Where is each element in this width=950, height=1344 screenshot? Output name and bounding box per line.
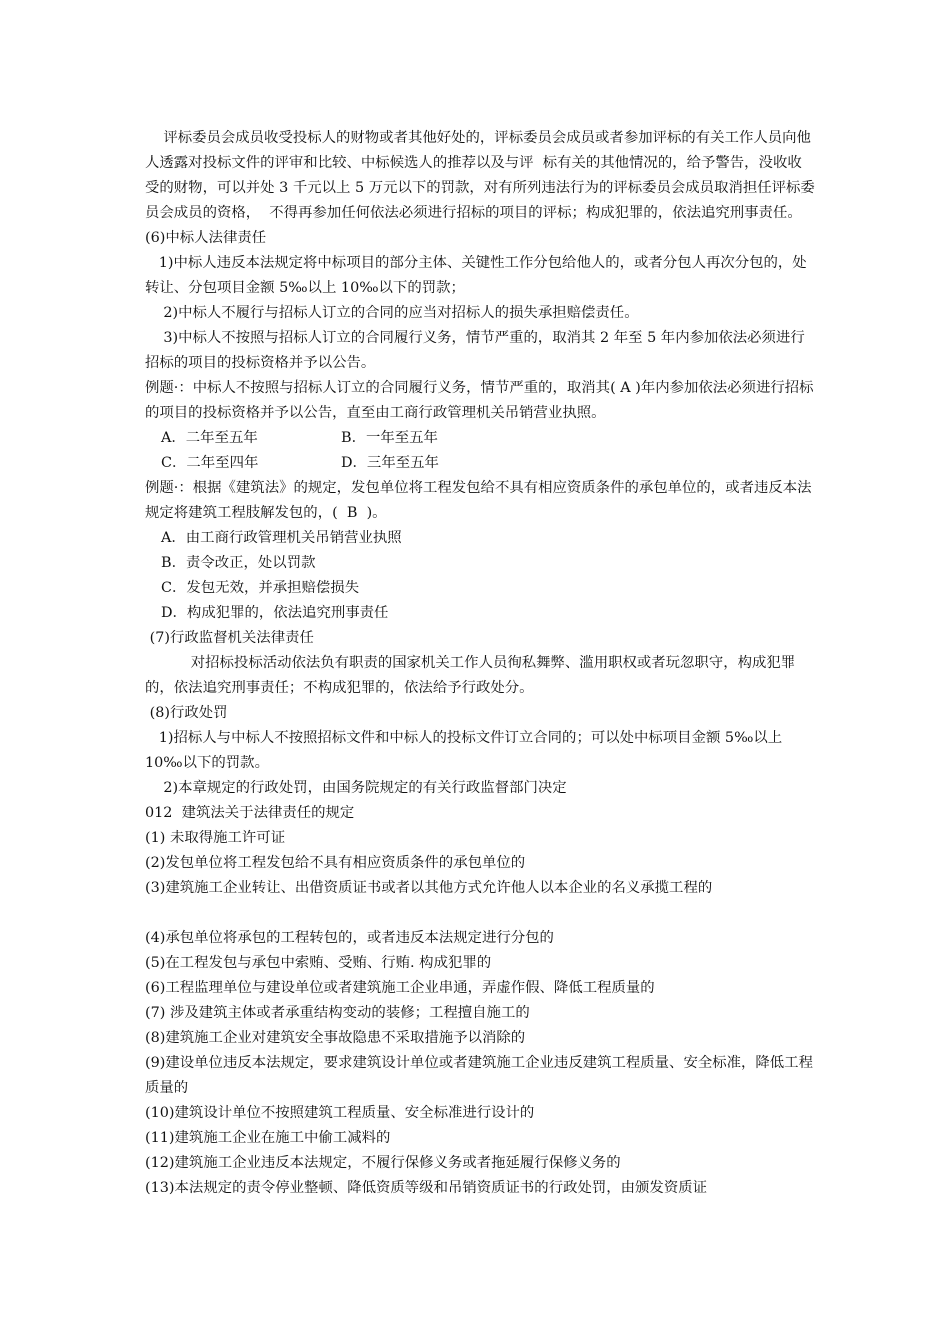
example-2-option-b	[145, 551, 815, 576]
item-8-1: 1)招标人与中标人不按照招标文件和中标人的投标文件订立合同的；可以处中标项目金额 5‰以上 10‰以下的罚款。	[145, 730, 787, 771]
example-2-option-c	[145, 576, 815, 601]
list-item-7: (7) 涉及建筑主体或者承重结构变动的装修；工程擅自施工的	[145, 1005, 530, 1021]
example-2-option-d	[145, 601, 815, 626]
list-item-11: (11)建筑施工企业在施工中偷工减料的	[145, 1130, 391, 1146]
list-item-12: (12)建筑施工企业违反本法规定，不履行保修义务或者拖延履行保修义务的	[145, 1155, 621, 1171]
list-item-13: (13)本法规定的责令停业整顿、降低资质等级和吊销资质证书的行政处罚，由颁发资质证	[145, 1180, 707, 1196]
list-item-6: (6)工程监理单位与建设单位或者建筑施工企业串通，弄虚作假、降低工程质量的	[145, 980, 655, 996]
list-item-5: (5)在工程发包与承包中索贿、受贿、行贿. 构成犯罪的	[145, 955, 492, 971]
item-8-2: 2)本章规定的行政处罚，由国务院规定的有关行政监督部门决定	[145, 780, 567, 796]
heading-administrative-penalty: (8)行政处罚	[145, 705, 228, 721]
heading-construction-law: 012 建筑法关于法律责任的规定	[145, 805, 355, 821]
example-question-2: 例题·：根据《建筑法》的规定，发包单位将工程发包给不具有相应资质条件的承包单位的，或者违反本法规定将建筑工程肢解发包的，( B )。	[145, 480, 812, 521]
option-a: A．由工商行政管理机关吊销营业执照	[161, 530, 402, 546]
list-item-10: (10)建筑设计单位不按照建筑工程质量、安全标准进行设计的	[145, 1105, 535, 1121]
blank-line	[145, 901, 815, 926]
item-6-2: 2)中标人不履行与招标人订立的合同的应当对招标人的损失承担赔偿责任。	[145, 305, 639, 321]
heading-winning-bidder-liability: (6)中标人法律责任	[145, 230, 267, 246]
paragraph-evaluation-committee: 评标委员会成员收受投标人的财物或者其他好处的，评标委员会成员或者参加评标的有关工作人员向他人透露对投标文件的评审和比较、中标候选人的推荐以及与评 标有关的其他情况的，给予警告，没收收受的财物，可以并处 3 千元以上 5 万元以下的罚款，对有所列违法行为的评标委员会成员取消担任评标委员会成员的资格， 不得再参加任何依法必须进行招标的项目的评标；构成犯罪的，依法追究刑事责任。	[145, 130, 815, 221]
heading-supervisory-liability: (7)行政监督机关法律责任	[145, 630, 314, 646]
option-d: D．三年至五年	[341, 455, 439, 471]
option-d: D．构成犯罪的，依法追究刑事责任	[161, 605, 389, 621]
list-item-2: (2)发包单位将工程发包给不具有相应资质条件的承包单位的	[145, 855, 526, 871]
list-item-8: (8)建筑施工企业对建筑安全事故隐患不采取措施予以消除的	[145, 1030, 526, 1046]
item-6-1: 1)中标人违反本法规定将中标项目的部分主体、关键性工作分包给他人的，或者分包人再次分包的，处转让、分包项目金额 5‰以上 10‰以下的罚款；	[145, 255, 807, 296]
example-1-options-row-1	[145, 426, 815, 451]
paragraph-supervisory: 对招标投标活动依法负有职责的国家机关工作人员徇私舞弊、滥用职权或者玩忽职守，构成犯罪的，依法追究刑事责任；不构成犯罪的，依法给予行政处分。	[145, 655, 796, 696]
example-2-option-a	[145, 526, 815, 551]
list-item-4: (4)承包单位将承包的工程转包的，或者违反本法规定进行分包的	[145, 930, 554, 946]
option-b: B．一年至五年	[341, 430, 438, 446]
option-c: C．二年至四年	[161, 455, 259, 471]
list-item-1: (1) 未取得施工许可证	[145, 830, 286, 846]
document-page	[145, 126, 815, 1201]
item-6-3: 3)中标人不按照与招标人订立的合同履行义务，情节严重的，取消其 2 年至 5 年内参加依法必须进行招标的项目的投标资格并予以公告。	[145, 330, 805, 371]
example-question-1: 例题·：中标人不按照与招标人订立的合同履行义务，情节严重的，取消其( A )年内参加依法必须进行招标的项目的投标资格并予以公告，直至由工商行政管理机关吊销营业执照。	[145, 380, 814, 421]
option-a: A．二年至五年	[161, 430, 258, 446]
example-1-options-row-2	[145, 451, 815, 476]
option-c: C．发包无效，并承担赔偿损失	[161, 580, 360, 596]
list-item-3: (3)建筑施工企业转让、出借资质证书或者以其他方式允许他人以本企业的名义承揽工程的	[145, 880, 713, 896]
option-b: B．责令改正，处以罚款	[161, 555, 316, 571]
list-item-9: (9)建设单位违反本法规定，要求建筑设计单位或者建筑施工企业违反建筑工程质量、安全标准，降低工程质量的	[145, 1055, 813, 1096]
